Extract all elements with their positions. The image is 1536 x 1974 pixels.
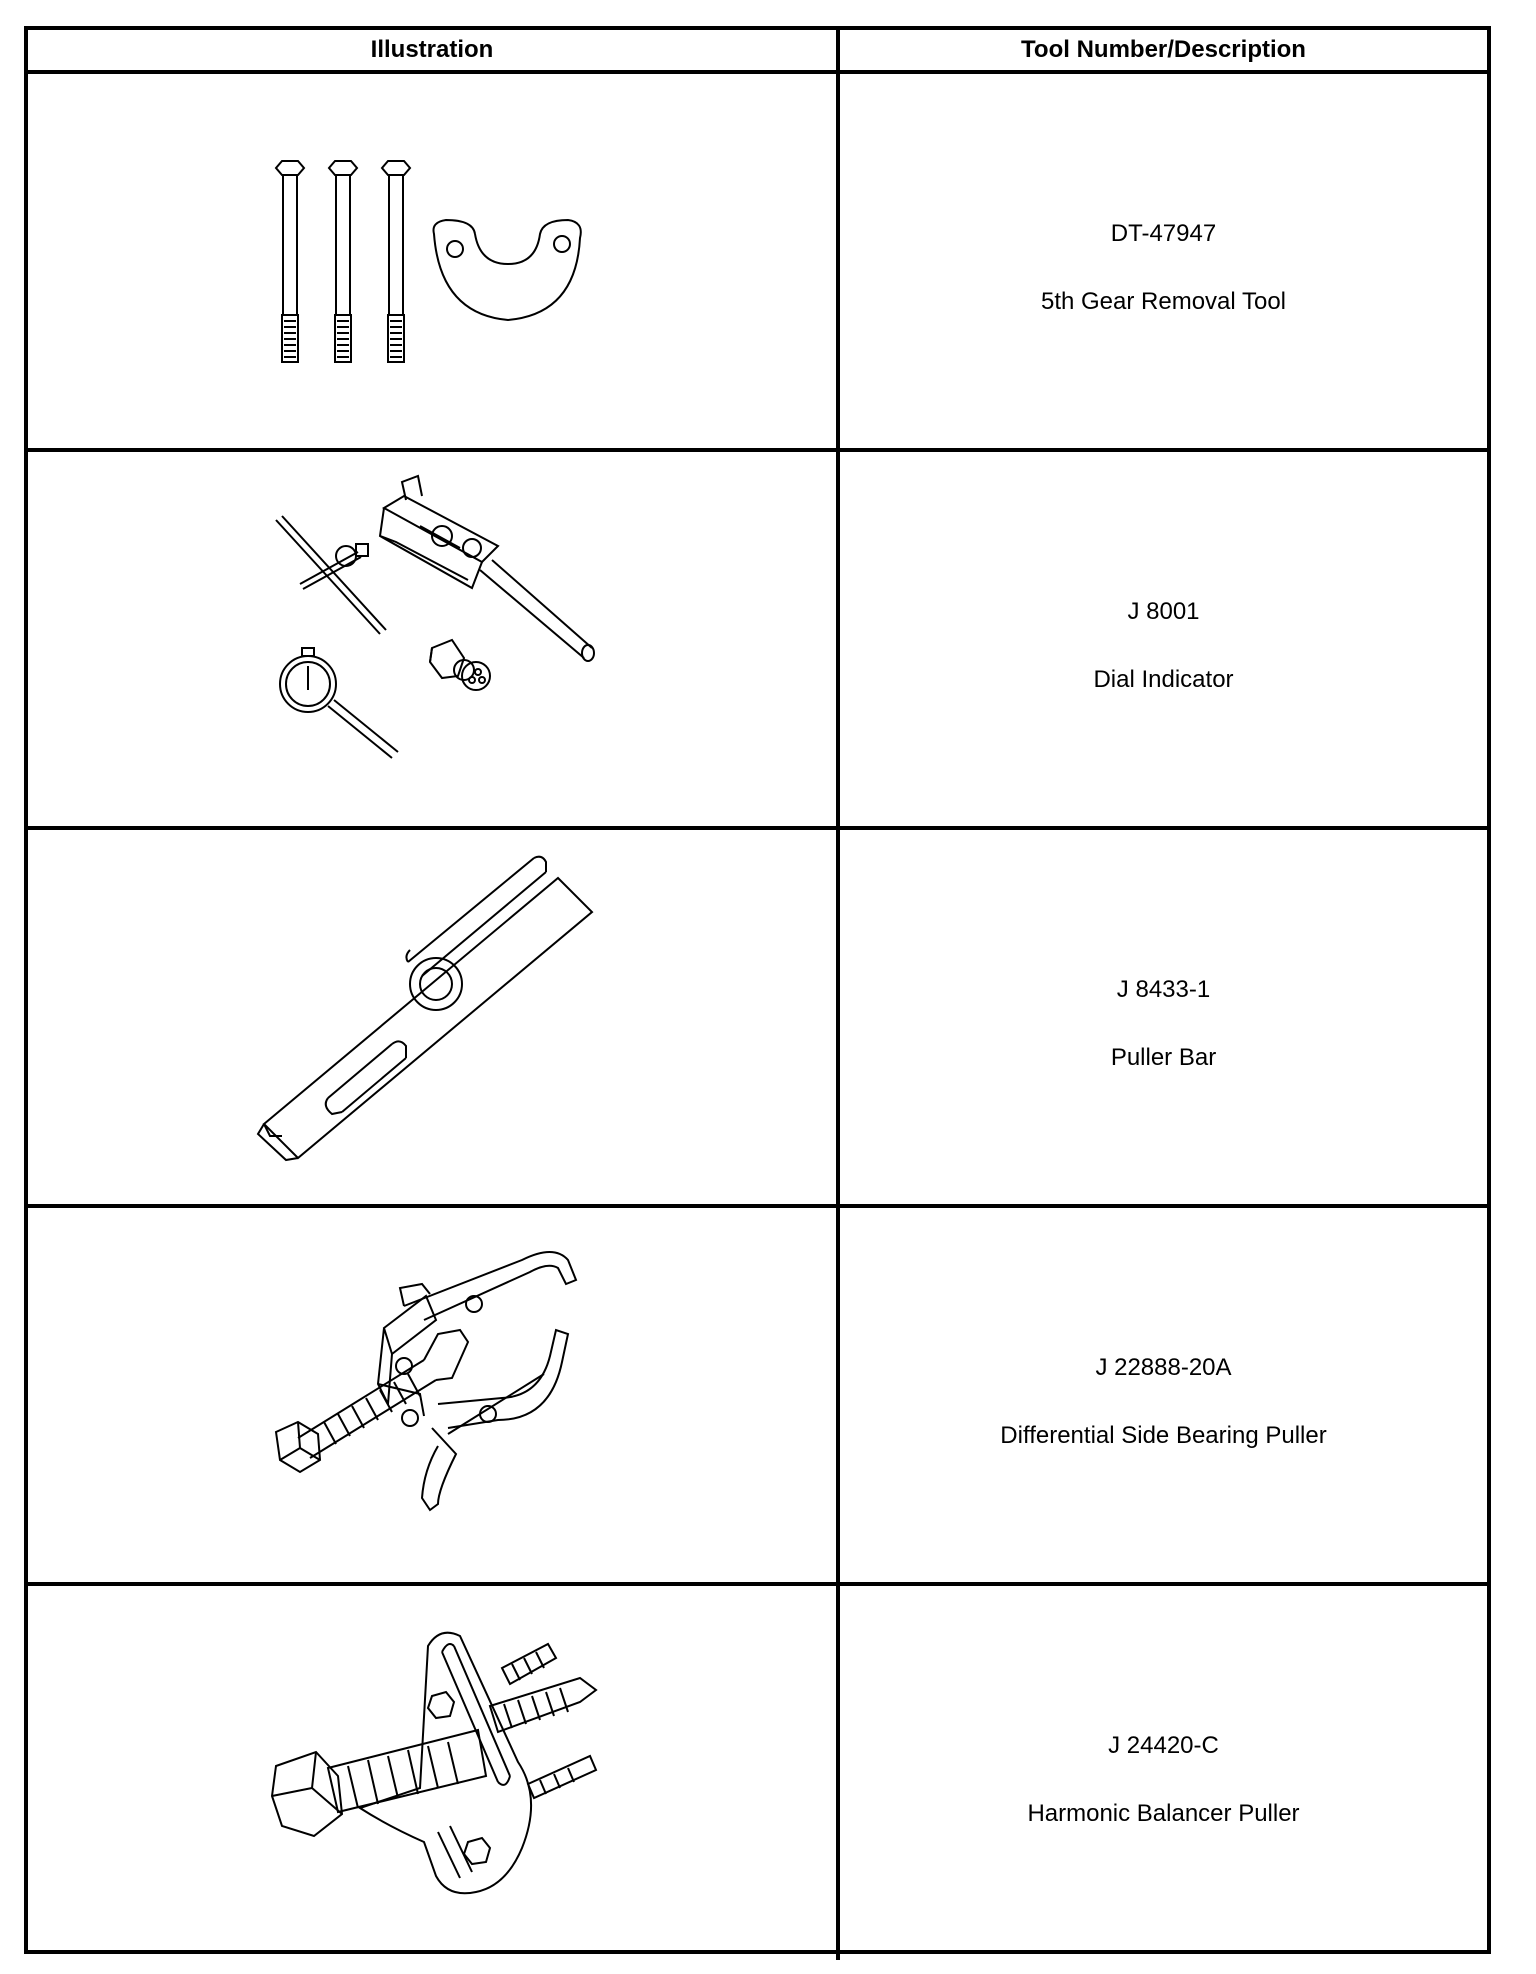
table-row — [28, 1586, 1487, 1960]
table-row — [28, 452, 1487, 830]
gear-removal-bolts-and-plate-icon — [28, 74, 836, 448]
table-header — [28, 30, 1487, 74]
dial-indicator-set-icon — [28, 452, 836, 826]
illustration-cell — [28, 1586, 840, 1960]
description-cell — [840, 74, 1487, 448]
tool-description: 5th Gear Removal Tool — [1040, 288, 1286, 315]
tool-description: Puller Bar — [1110, 1044, 1217, 1071]
illustration-cell — [28, 452, 840, 826]
tool-number: J 22888-20A — [1095, 1354, 1232, 1381]
illustration-cell — [28, 74, 840, 448]
tool-description: Dial Indicator — [1093, 666, 1234, 693]
description-cell — [840, 452, 1487, 826]
puller-bar-icon — [28, 830, 836, 1204]
description-cell — [840, 1208, 1487, 1582]
tool-description: Harmonic Balancer Puller — [1027, 1800, 1300, 1827]
description-cell — [840, 1586, 1487, 1960]
tool-number: J 8001 — [1127, 598, 1200, 625]
illustration-cell — [28, 1208, 840, 1582]
table-row — [28, 1208, 1487, 1586]
table-row — [28, 74, 1487, 452]
tool-number: J 24420-C — [1108, 1732, 1219, 1759]
bearing-puller-icon — [28, 1208, 836, 1582]
tool-table — [24, 26, 1491, 1954]
description-cell — [840, 830, 1487, 1204]
tool-description: Differential Side Bearing Puller — [1000, 1422, 1327, 1449]
balancer-puller-icon — [28, 1586, 836, 1960]
header-tool-number: Tool Number/Description — [1021, 36, 1306, 63]
tool-number: DT-47947 — [1110, 220, 1217, 247]
illustration-cell — [28, 830, 840, 1204]
table-row — [28, 830, 1487, 1208]
tool-number: J 8433-1 — [1116, 976, 1211, 1003]
header-illustration: Illustration — [28, 30, 840, 70]
